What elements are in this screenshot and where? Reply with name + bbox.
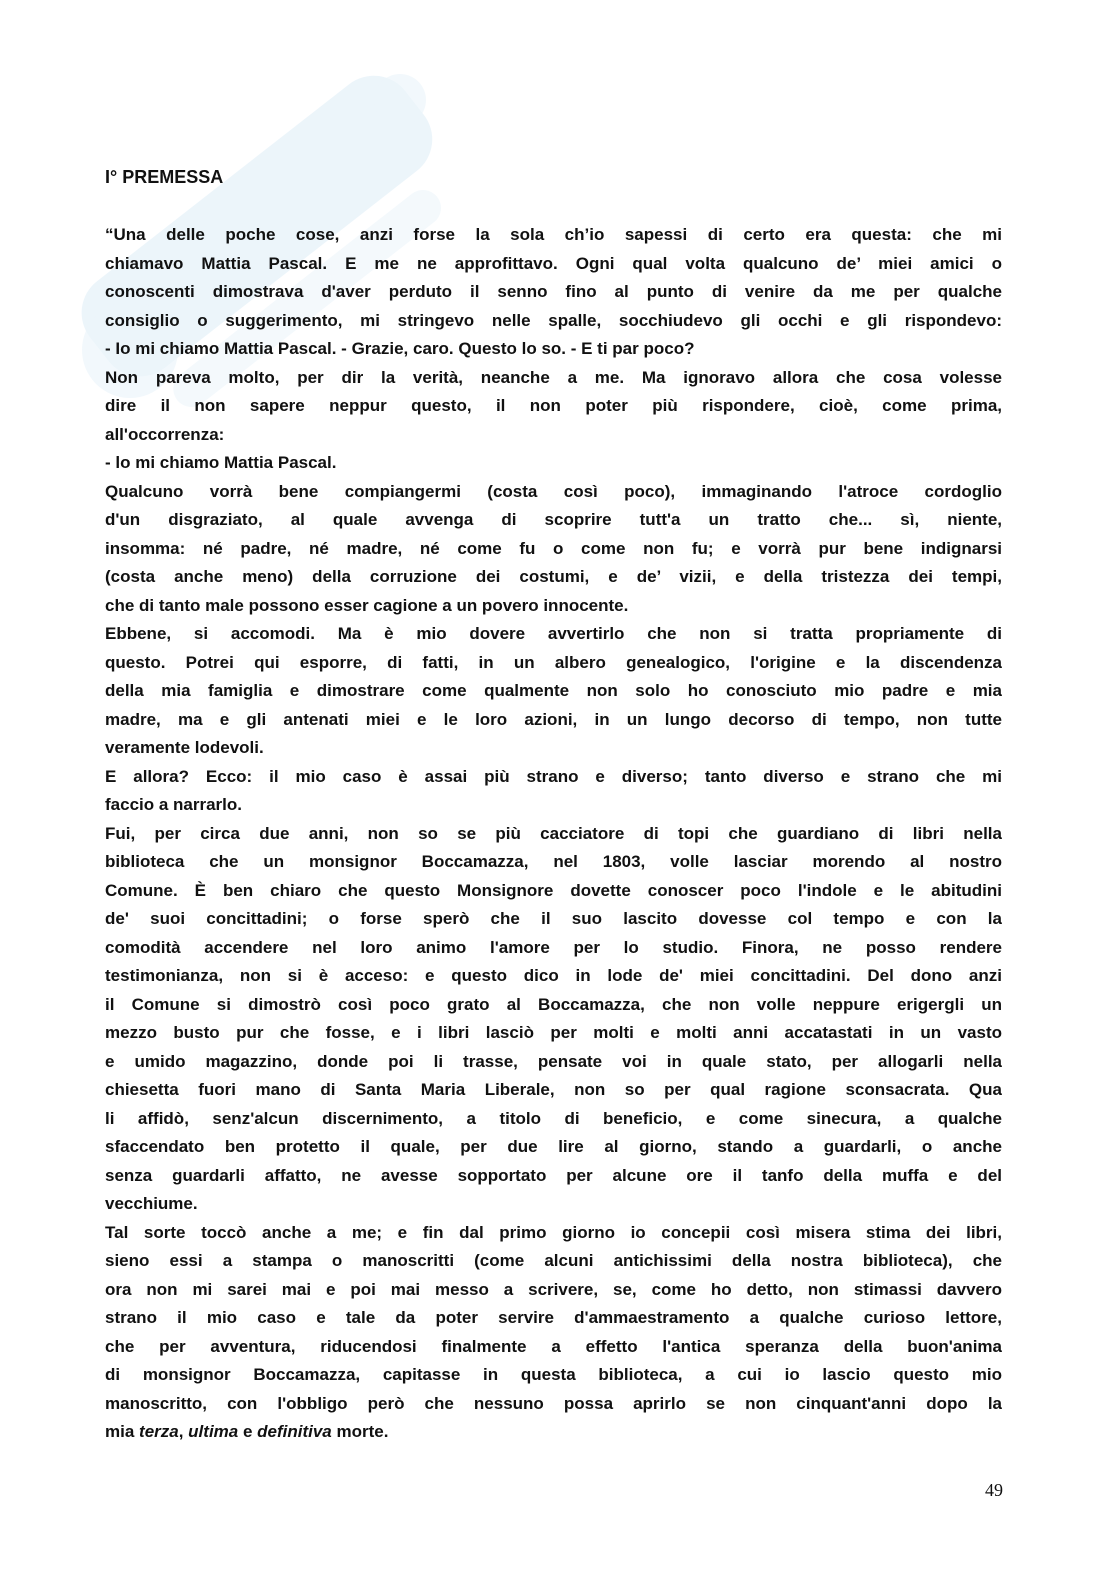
text-line: strano il mio caso e tale da poter servire d'ammaestramento a qualche curioso lettore,: [105, 1308, 1002, 1327]
text-line: - lo mi chiamo Mattia Pascal.: [105, 453, 337, 472]
final-text-line: [105, 1418, 1002, 1447]
page-number: 49: [985, 1480, 1003, 1500]
italic-word: terza: [139, 1422, 179, 1441]
text-line: chiamavo Mattia Pascal. E me ne approfittavo. Ogni qual volta qualcuno de’ miei amici o: [105, 253, 1002, 273]
text-line: Non pareva molto, per dir la verità, neanche a me. Ma ignoravo allora che cosa volesse: [105, 367, 1002, 387]
paragraph: [105, 478, 1002, 621]
text-line: il Comune si dimostrò così poco grato al Boccamazza, che non volle neppure erigergli un: [105, 994, 1002, 1014]
text-line: d'un disgraziato, al quale avvenga di scoprire tutt'a un tratto che... sì, niente,: [105, 510, 1002, 529]
text-line: mezzo busto pur che fosse, e i libri lasciò per molti e molti anni accatastati in un vasto: [105, 1023, 1002, 1042]
italic-word: definitiva: [257, 1422, 332, 1441]
text-line: che di tanto male possono esser cagione a un povero innocente.: [105, 595, 629, 615]
text-line: comodità accendere nel loro animo l'amore per lo studio. Finora, ne posso rendere: [105, 937, 1002, 957]
section-heading: I° PREMESSA: [105, 167, 224, 187]
paragraph: [105, 1219, 1002, 1447]
text-line: consiglio o suggerimento, mi stringevo nelle spalle, socchiudevo gli occhi e gli rispondevo:: [105, 310, 1002, 330]
paragraph: [105, 820, 1002, 1219]
text-line: che per avventura, riducendosi finalmente a effetto l'antica speranza della buon'anima: [105, 1336, 1002, 1356]
text-line: sfaccendato ben protetto il quale, per due lire al giorno, stando a guardarli, o anche: [105, 1137, 1002, 1156]
text-line: di monsignor Boccamazza, capitasse in questa biblioteca, a cui io lascio questo mio: [105, 1365, 1002, 1384]
italic-word: ultima: [188, 1422, 239, 1441]
text-line: Comune. È ben chiaro che questo Monsignore dovette conoscer poco l'indole e le abitudini: [105, 880, 1002, 900]
text-line: testimonianza, non si è acceso: e questo dico in lode de' miei concittadini. Del dono anzi: [105, 966, 1002, 985]
text-line: manoscritto, con l'obbligo però che nessuno possa aprirlo se non cinquant'anni dopo la: [105, 1393, 1002, 1413]
text-segment: ,: [178, 1422, 189, 1441]
text-line: Tal sorte toccò anche a me; e fin dal primo giorno io concepii così misera stima dei libri,: [105, 1222, 1002, 1242]
paragraph: [105, 763, 1002, 820]
text-line: conoscenti dimostrava d'aver perduto il senno fino al punto di venire da me per qualche: [105, 282, 1002, 301]
text-segment: morte.: [331, 1422, 389, 1441]
text-line: all'occorrenza:: [105, 424, 225, 444]
text-line: Qualcuno vorrà bene compiangermi (costa così poco), immaginando l'atroce cordoglio: [105, 481, 1002, 501]
text-line: dire il non sapere neppur questo, il non poter più rispondere, cioè, come prima,: [105, 396, 1002, 415]
text-line: e umido magazzino, donde poi li trasse, pensate voi in quale stato, per allogarli nella: [105, 1051, 1002, 1071]
paragraph: [105, 620, 1002, 763]
body-text: [105, 221, 1002, 1447]
text-line: della mia famiglia e dimostrare come qualmente non solo ho conosciuto mio padre e mia: [105, 681, 1002, 700]
text-line: (costa anche meno) della corruzione dei costumi, e de’ vizii, e della tristezza dei tempi,: [105, 567, 1002, 586]
text-line: - Io mi chiamo Mattia Pascal. - Grazie, caro. Questo lo so. - E ti par poco?: [105, 339, 695, 358]
text-line: “Una delle poche cose, anzi forse la sola ch’io sapessi di certo era questa: che mi: [105, 225, 1002, 244]
text-segment: mia: [105, 1422, 140, 1441]
text-line: insomma: né padre, né madre, né come fu o come non fu; e vorrà pur bene indignarsi: [105, 538, 1002, 558]
text-line: Ebbene, si accomodi. Ma è mio dovere avvertirlo che non si tratta propriamente di: [105, 624, 1002, 643]
text-line: faccio a narrarlo.: [105, 795, 243, 814]
text-line: biblioteca che un monsignor Boccamazza, nel 1803, volle lasciar morendo al nostro: [105, 852, 1002, 871]
text-line: madre, ma e gli antenati miei e le loro azioni, in un lungo decorso di tempo, non tutte: [105, 709, 1002, 729]
text-line: vecchiume.: [105, 1194, 198, 1213]
paragraph: [105, 449, 1002, 478]
text-line: senza guardarli affatto, ne avesse sopportato per alcune ore il tanfo della muffa e del: [105, 1165, 1002, 1185]
text-line: ora non mi sarei mai e poi mai messo a scrivere, se, come ho detto, non stimassi davvero: [105, 1279, 1002, 1299]
text-line: questo. Potrei qui esporre, di fatti, in un albero genealogico, l'origine e la discendenza: [105, 652, 1002, 672]
text-segment: e: [238, 1422, 258, 1441]
paragraph: [105, 221, 1002, 364]
text-line: li affidò, senz'alcun discernimento, a titolo di beneficio, e come sinecura, a qualche: [105, 1108, 1002, 1128]
paragraph: [105, 364, 1002, 450]
text-line: veramente lodevoli.: [105, 738, 264, 757]
text-line: sieno essi a stampa o manoscritti (come alcuni antichissimi della nostra biblioteca), che: [105, 1251, 1002, 1270]
text-line: E allora? Ecco: il mio caso è assai più strano e diverso; tanto diverso e strano che mi: [105, 766, 1002, 786]
text-line: Fui, per circa due anni, non so se più cacciatore di topi che guardiano di libri nella: [105, 823, 1002, 843]
text-line: de' suoi concittadini; o forse sperò che il suo lascito dovesse col tempo e con la: [105, 909, 1002, 928]
text-line: chiesetta fuori mano di Santa Maria Liberale, non so per qual ragione sconsacrata. Qua: [105, 1080, 1002, 1099]
